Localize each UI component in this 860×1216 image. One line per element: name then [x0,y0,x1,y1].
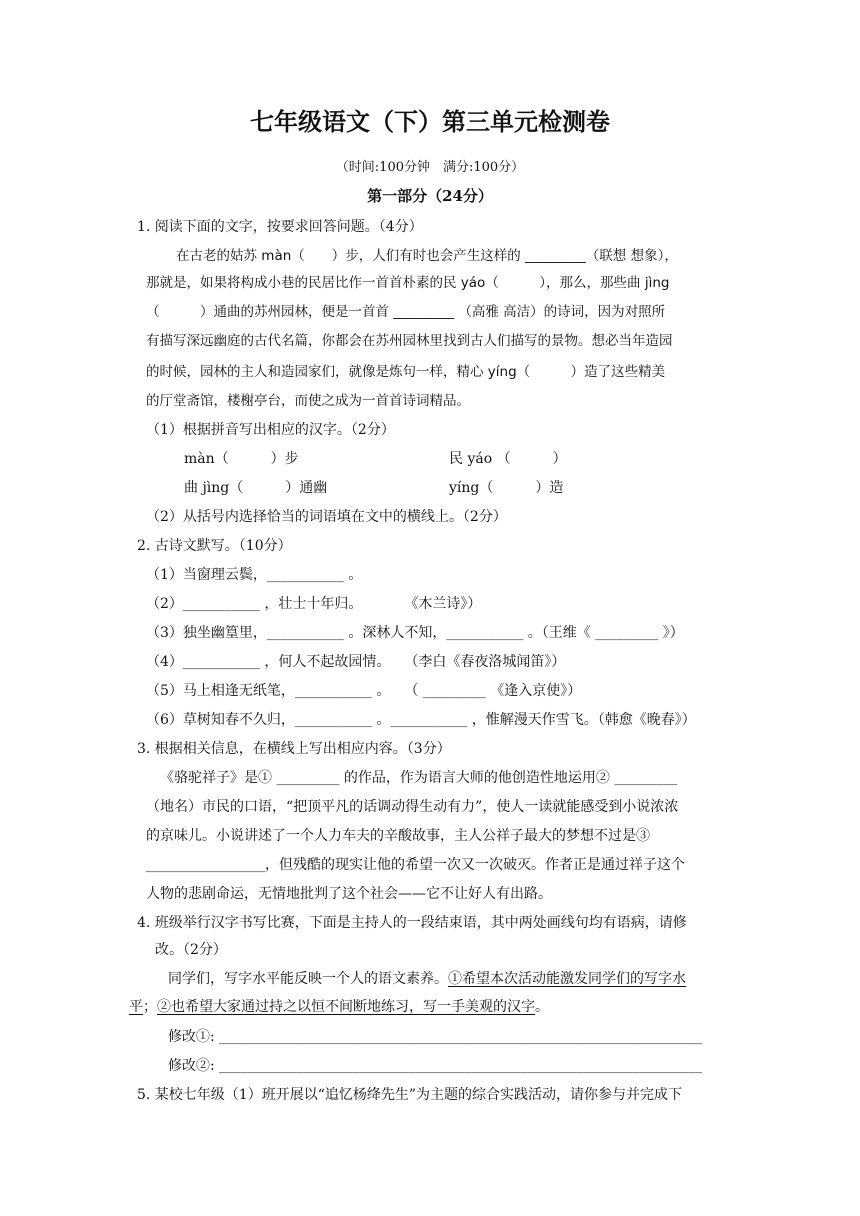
pinyin-item: 民 yáo （ ） [449,451,567,467]
q3-heading: 3. 根据相关信息，在横线上写出相应内容。（3分） [137,741,451,757]
q4-text-line [168,969,686,989]
q4-text: ； [143,999,157,1015]
part-heading: 第一部分（24分） [367,187,493,205]
revision-line-2: 修改②: _____________________________________________________________________ [168,1058,703,1074]
q1-passage-line: 的厅堂斋馆，楼榭亭台，而使之成为一首首诗词精品。 [146,393,470,409]
q5-heading: 5. 某校七年级（1）班开展以“追忆杨绛先生”为主题的综合实践活动，请你参与并完成下 [137,1087,683,1103]
q4-heading-cont: 改。（2分） [155,942,227,958]
q2-heading: 2. 古诗文默写。（10分） [137,538,292,554]
q4-text: 同学们，写字水平能反映一个人的语文素养。 [168,971,448,987]
q3-line: _________________，但残酷的现实让他的希望一次又一次破灭。作者正是通过祥子这个 [146,857,685,873]
q1-sub2: （2）从括号内选择恰当的词语填在文中的横线上。（2分） [146,509,507,525]
q4-text-line [129,997,549,1017]
poem-line: （5）马上相逢无纸笔，___________ 。 （ _________ 《逢入京使》） [146,683,582,699]
q3-line: 的京味儿。小说讲述了一个人力车夫的辛酸故事，主人公祥子最大的梦想不过是③ [146,828,650,844]
poem-line: （2）___________ ，壮士十年归。 《木兰诗》） [146,596,482,612]
q1-passage-line: （ ）通曲的苏州园林，便是一首首 _________ （高雅 高洁）的诗词，因为对照所 [146,304,666,320]
q1-passage-line: 的时候，园林的主人和造园家们，就像是炼句一样，精心 yíng（ ）造了这些精美 [146,364,666,380]
page-title: 七年级语文（下）第三单元检测卷 [250,107,610,136]
underlined-sentence: ②也希望大家通过持之以恒不间断地练习，写一手美观的汉字 [157,999,535,1015]
q1-passage-line: 那就是，如果将构成小巷的民居比作一首首朴素的民 yáo（ ），那么，那些曲 jìng [146,275,670,291]
q1-passage-line: 有描写深远幽庭的古代名篇，你都会在苏州园林里找到古人们描写的景物。想必当年造园 [146,333,673,349]
pinyin-item: 曲 jìng（ ）通幽 [184,480,328,496]
q1-passage-line: 在古老的姑苏 màn（ ）步，人们有时也会产生这样的 _________（联想 想象）， [176,248,678,264]
q1-sub1: （1）根据拼音写出相应的汉字。（2分） [146,422,395,438]
poem-line: （4）___________ ，何人不起故园情。 （李白《春夜洛城闻笛》） [146,654,566,670]
q3-line: （地名）市民的口语，“把顶平凡的话调动得生动有力”，使人一读就能感受到小说浓浓 [146,799,679,815]
poem-line: （3）独坐幽篁里，___________ 。深林人不知，___________ 。（王维《 _________ 》） [146,625,684,641]
underlined-sentence: ①希望本次活动能激发同学们的写字水 [448,971,686,987]
revision-line-1: 修改①: _____________________________________________________________________ [168,1029,703,1045]
q4-text: 。 [535,999,549,1015]
q3-line: 人物的悲剧命运，无情地批判了这个社会——它不让好人有出路。 [146,886,552,902]
q4-heading: 4. 班级举行汉字书写比赛，下面是主持人的一段结束语，其中两处画线句均有语病，请修 [137,915,687,931]
poem-line: （6）草树知春不久归，___________ 。___________ ，惟解漫天作雪飞。（韩愈《晚春》） [146,712,696,728]
q1-heading: 1. 阅读下面的文字，按要求回答问题。（4分） [137,219,423,235]
exam-info: （时间:100分钟 满分:100分） [335,160,525,175]
pinyin-item: màn（ ）步 [184,451,299,467]
pinyin-item: yíng（ ）造 [449,480,564,496]
q3-line: 《骆驼祥子》是① _________ 的作品，作为语言大师的他创造性地运用② _________ [160,770,678,786]
underlined-sentence: 平 [129,999,143,1015]
poem-line: （1）当窗理云鬓，___________ 。 [146,567,363,583]
